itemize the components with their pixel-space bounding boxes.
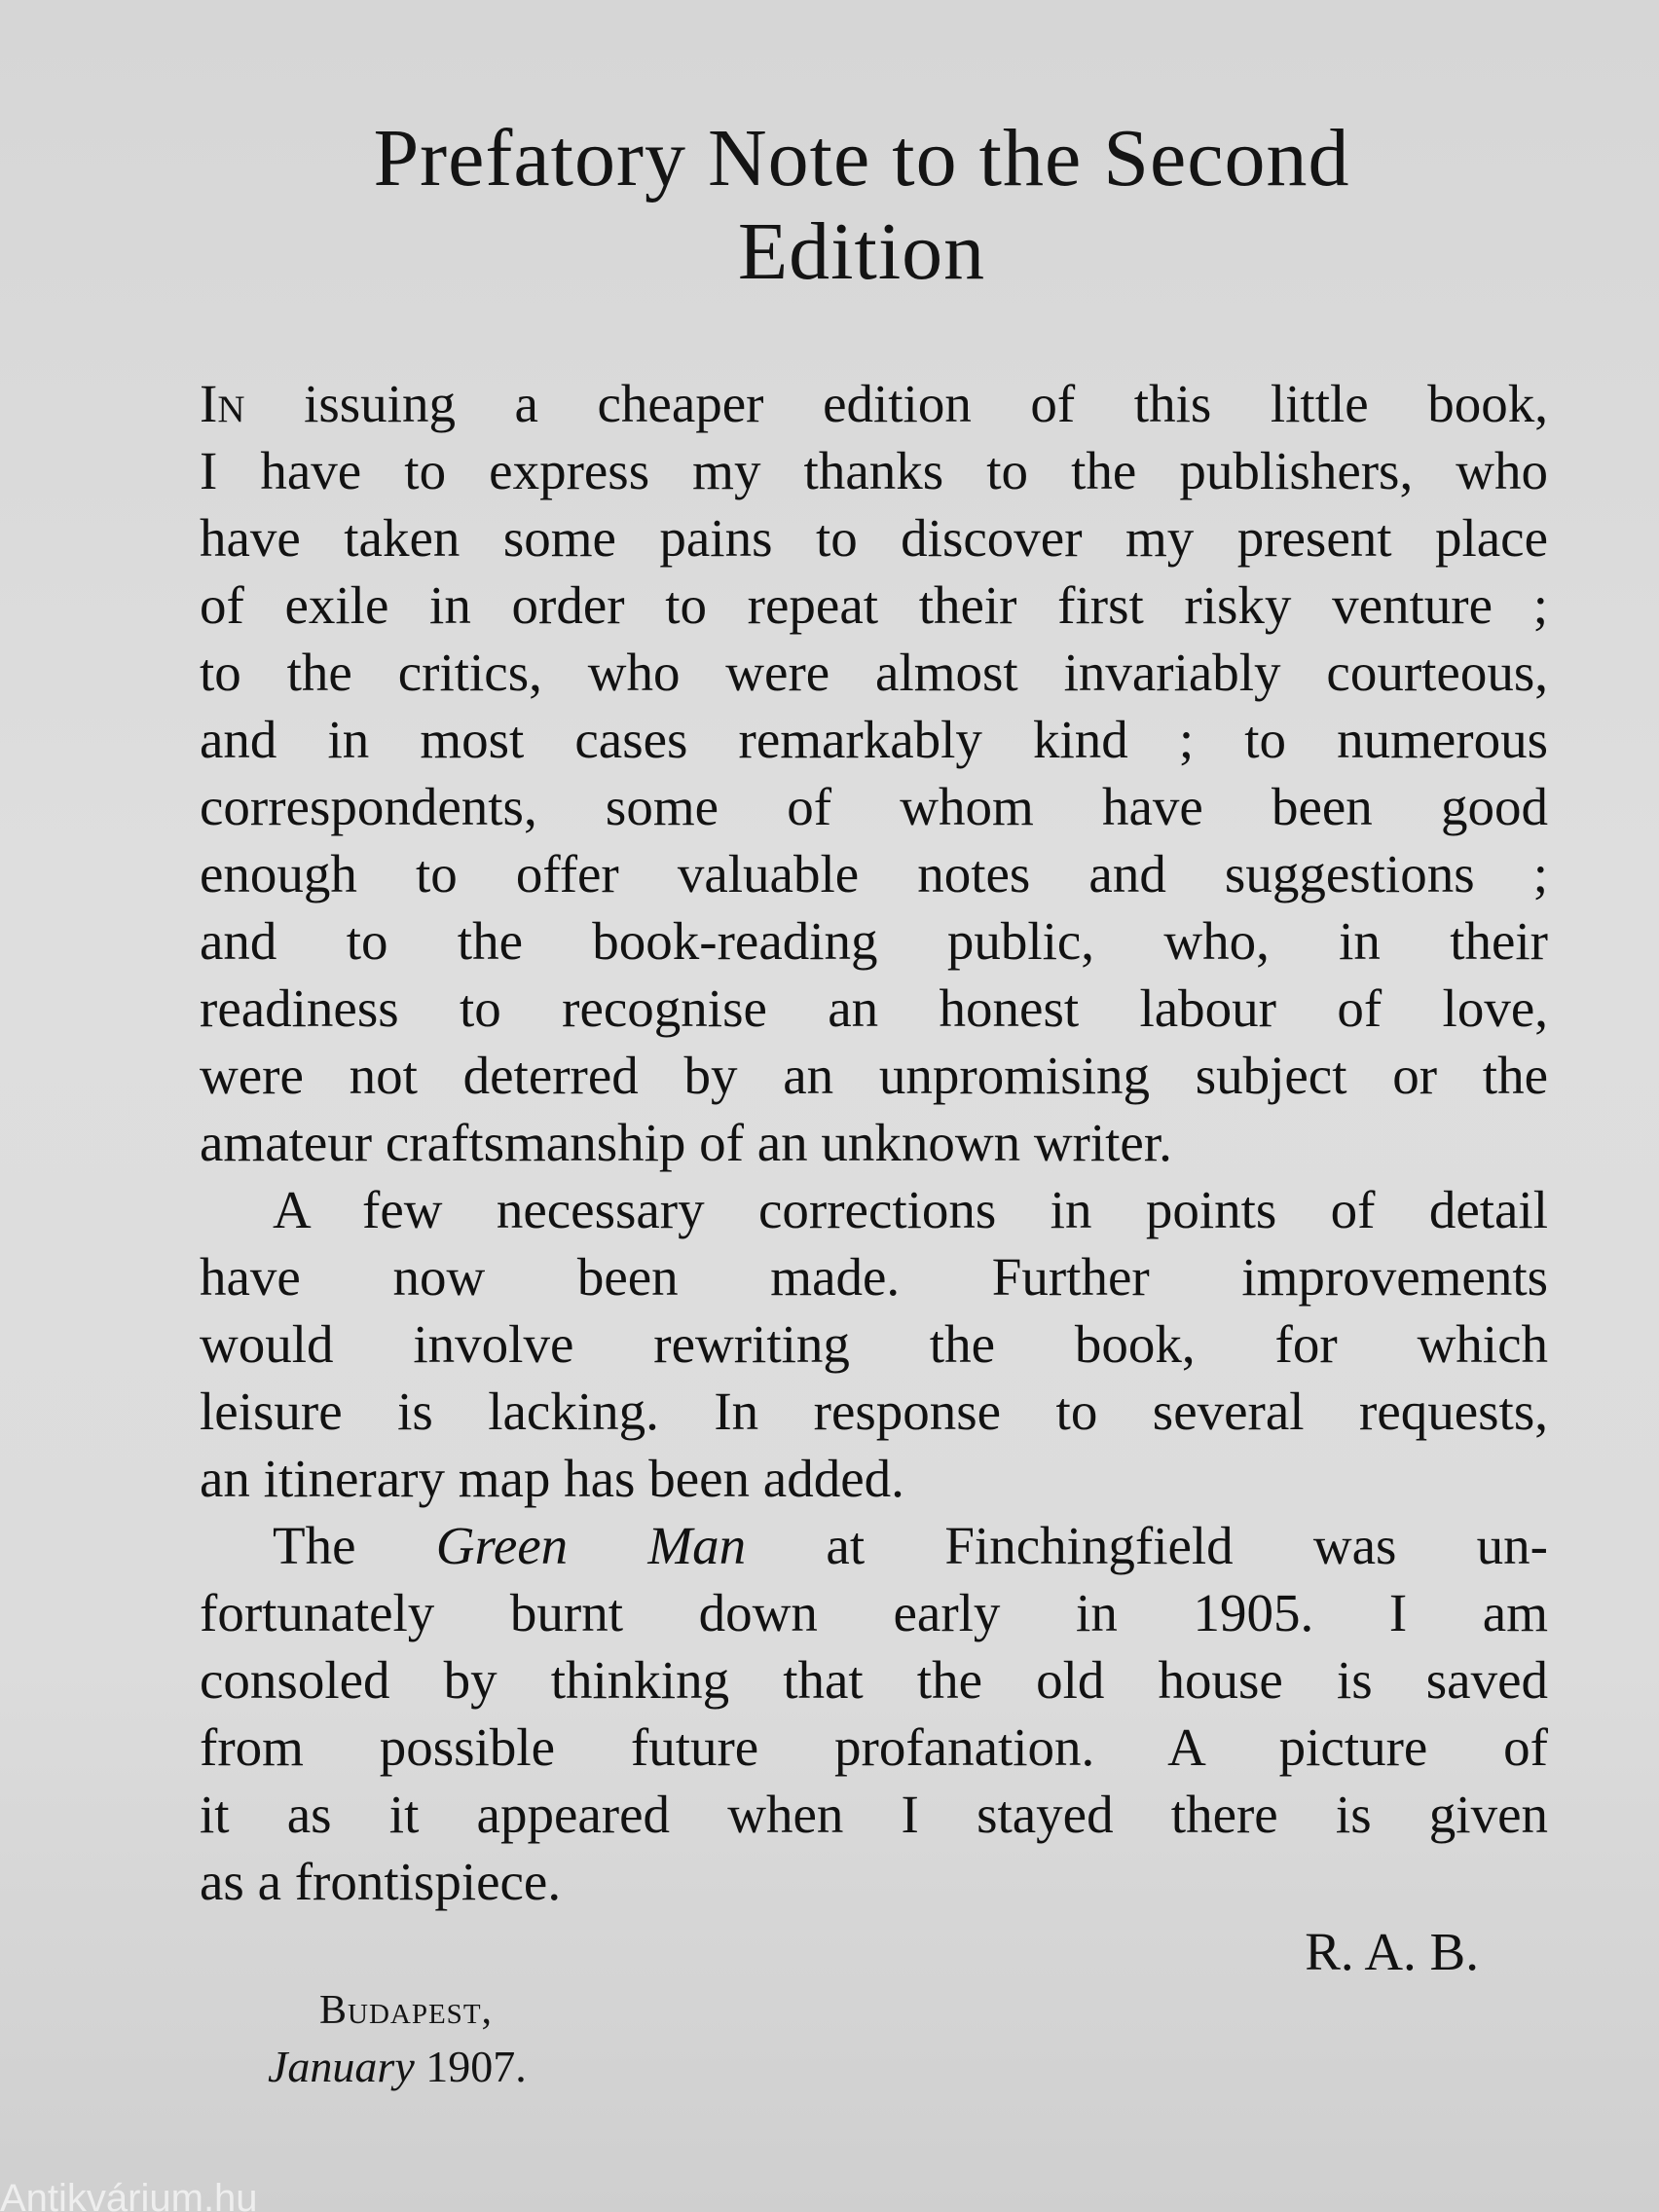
text-line: readiness to recognise an honest labour of love, — [200, 978, 1548, 1038]
text-line: enough to offer valuable notes and suggestions ; — [200, 844, 1548, 903]
text-line: amateur craftsmanship of an unknown writer. — [200, 1113, 1172, 1172]
text-line: and in most cases remarkably kind ; to numerous — [200, 710, 1548, 769]
text-line: consoled by thinking that the old house is saved — [200, 1650, 1548, 1710]
text-line — [200, 370, 1548, 437]
text-line: it as it appeared when I stayed there is given — [200, 1785, 1548, 1844]
text-line: an itinerary map has been added. — [200, 1449, 904, 1508]
text-line-start: The — [273, 1516, 436, 1575]
text-line: and to the book-reading public, who, in their — [200, 911, 1548, 971]
title-line-2: Edition — [737, 206, 986, 297]
text-line: A few necessary corrections in points of detail — [273, 1180, 1548, 1239]
text-line: have taken some pains to discover my present place — [200, 508, 1548, 568]
place-line: Budapest, — [319, 1988, 494, 2033]
title-line-1: Prefatory Note to the Second — [373, 113, 1350, 203]
text-line: have now been made. Further improvements — [200, 1247, 1548, 1307]
text-line-rest: issuing a cheaper edition of this little book, — [244, 374, 1548, 433]
page-title — [195, 112, 1529, 299]
text-line: would involve rewriting the book, for which — [200, 1314, 1548, 1374]
text-line: correspondents, some of whom have been good — [200, 777, 1548, 836]
watermark: Antikvárium.hu — [0, 2177, 258, 2212]
text-line: I have to express my thanks to the publishers, who — [200, 441, 1548, 500]
text-line-rest: at Finchingfield was un- — [746, 1516, 1548, 1575]
text-line: were not deterred by an unpromising subject or the — [200, 1046, 1548, 1105]
text-line — [200, 1512, 1548, 1579]
text-line: from possible future profanation. A picture of — [200, 1717, 1548, 1777]
date-year: 1907. — [425, 2042, 527, 2091]
text-line: to the critics, who were almost invariably courteous, — [200, 643, 1548, 702]
text-line: of exile in order to repeat their first risky venture ; — [200, 575, 1548, 635]
text-line: leisure is lacking. In response to several requests, — [200, 1382, 1548, 1441]
inn-name: Green Man — [435, 1516, 747, 1575]
date-line — [268, 2038, 527, 2096]
author-initials: R. A. B. — [1305, 1922, 1479, 1981]
text-line: fortunately burnt down early in 1905. I am — [200, 1583, 1548, 1642]
note-body — [200, 370, 1548, 1915]
date-month: January — [268, 2042, 415, 2091]
text-line: as a frontispiece. — [200, 1852, 562, 1911]
drop-word: In — [200, 374, 245, 433]
